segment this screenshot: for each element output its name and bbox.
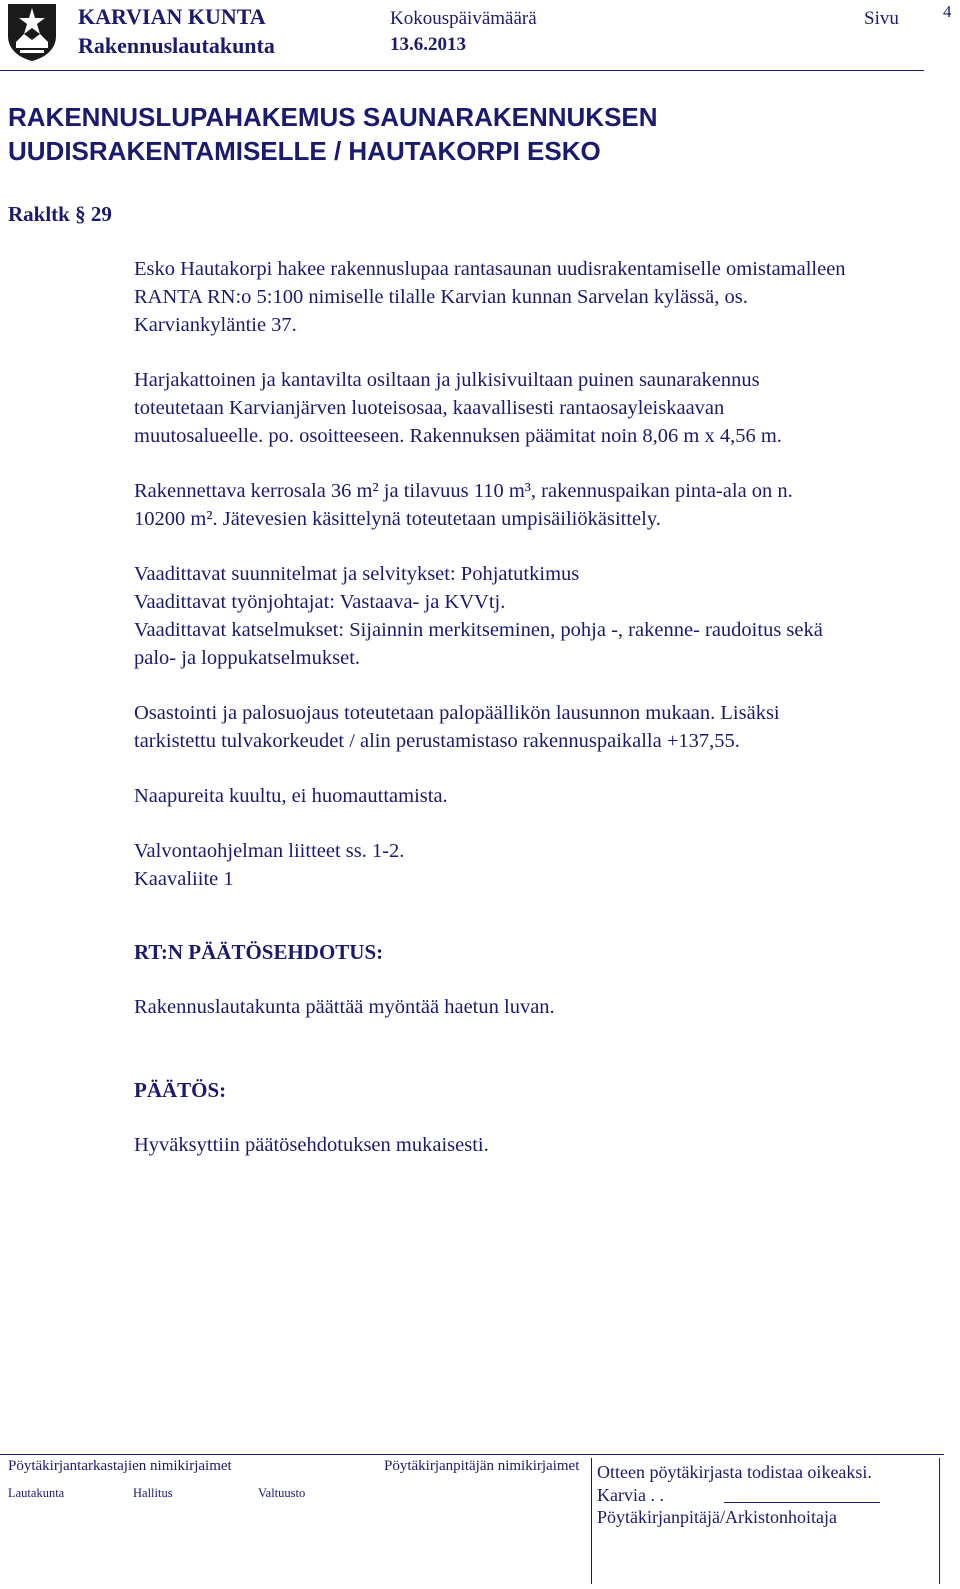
decision-text: Hyväksyttiin päätösehdotuksen mukaisesti. [134, 1134, 489, 1156]
meeting-date-label: Kokouspäivämäärä [390, 8, 537, 29]
certification-signer-title: Pöytäkirjanpitäjä/Arkistonhoitaja [597, 1507, 837, 1527]
inspectors-initials-label: Pöytäkirjantarkastajien nimikirjaimet [8, 1458, 232, 1474]
paragraph-application: Esko Hautakorpi hakee rakennuslupaa rantasaunan uudisrakentamiselle omistamalleen RANTA RN:o 5:100 nimiselle tilalle Karvian kunnan Sarvelan kylässä, os. Karviankyläntie 37. [134, 258, 846, 336]
document-title-line-2: UUDISRAKENTAMISELLE / HAUTAKORPI ESKO [8, 136, 601, 166]
footer-valtuusto: Valtuusto [258, 1486, 306, 1500]
footer-lautakunta: Lautakunta [8, 1486, 65, 1500]
certification-place-date: Karvia . . [597, 1485, 664, 1505]
certification-text: Otteen pöytäkirjasta todistaa oikeaksi. [597, 1462, 872, 1482]
page-number: 4 [943, 2, 952, 21]
organization-name: KARVIAN KUNTA [78, 4, 266, 29]
footer-hallitus: Hallitus [133, 1486, 173, 1500]
secretary-initials-label: Pöytäkirjanpitäjän nimikirjaimet [384, 1458, 580, 1474]
header-divider [0, 70, 924, 71]
paragraph-floor-area: Rakennettava kerrosala 36 m² ja tilavuus 110 m³, rakennuspaikan pinta-ala on n. 10200 m². Jätevesien käsittelynä toteutetaan umpisäiliökäsittely. [134, 480, 793, 530]
decision-heading: PÄÄTÖS: [134, 1078, 227, 1102]
coat-of-arms-logo [6, 2, 58, 62]
paragraph-attachments: Valvontaohjelman liitteet ss. 1-2. Kaavaliite 1 [134, 840, 405, 890]
page-label: Sivu [864, 8, 899, 29]
paragraph-neighbours: Naapureita kuultu, ei huomauttamista. [134, 785, 448, 807]
meeting-date-value: 13.6.2013 [390, 34, 466, 55]
paragraph-building-description: Harjakattoinen ja kantavilta osiltaan ja julkisivuiltaan puinen saunarakennus toteutetaan Karvianjärven luoteisosaa, kaavallisesti rantaosayleiskaavan muutosalueelle. po. osoitteeseen. Rakennuksen päämitat noin 8,06 m x 4,56 m. [134, 369, 782, 447]
board-name: Rakennuslautakunta [78, 33, 275, 58]
section-reference: Rakltk § 29 [8, 202, 112, 226]
signature-line [724, 1502, 880, 1503]
paragraph-requirements: Vaadittavat suunnitelmat ja selvitykset: Pohjatutkimus Vaadittavat työnjohtajat: Vastaava- ja KVVtj. Vaadittavat katselmukset: Sijainnin merkitseminen, pohja -, rakenne- raudoitus sekä palo- ja loppukatselmukset. [134, 563, 823, 669]
paragraph-fire-safety: Osastointi ja palosuojaus toteutetaan palopäällikön lausunnon mukaan. Lisäksi tarkistettu tulvakorkeudet / alin perustamistaso rakennuspaikalla +137,55. [134, 702, 780, 752]
proposal-text: Rakennuslautakunta päättää myöntää haetun luvan. [134, 996, 555, 1018]
proposal-heading: RT:N PÄÄTÖSEHDOTUS: [134, 940, 384, 964]
coat-of-arms-icon [6, 2, 58, 62]
document-body [134, 255, 954, 893]
document-title-line-1: RAKENNUSLUPAHAKEMUS SAUNARAKENNUKSEN [8, 102, 658, 132]
footer-divider [0, 1454, 944, 1455]
